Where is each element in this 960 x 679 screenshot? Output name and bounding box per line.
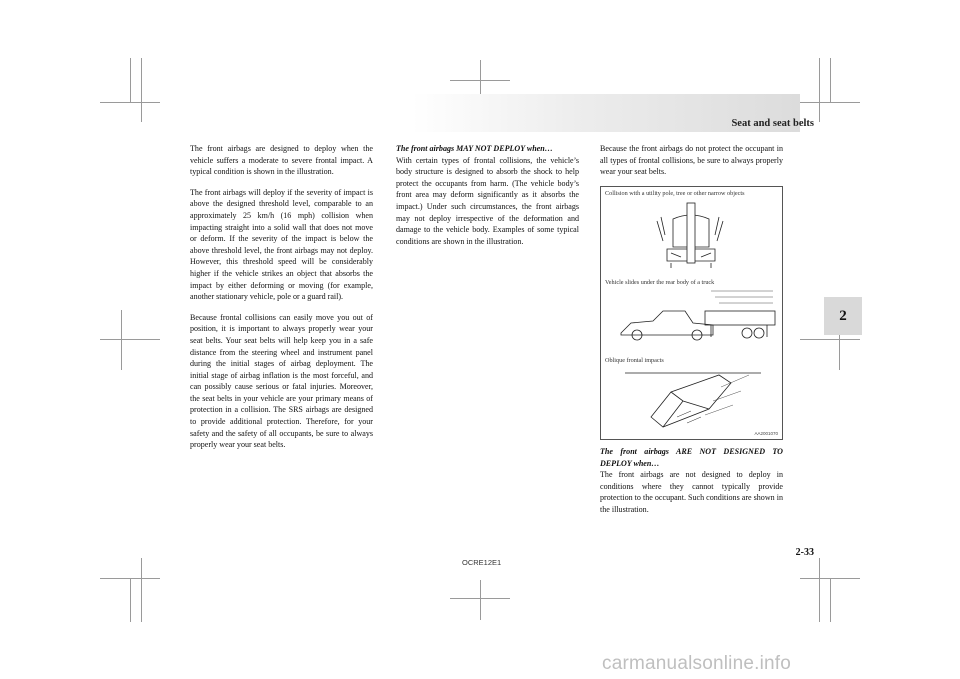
crop-mark (800, 102, 860, 103)
paragraph: With certain types of frontal collisions, the vehicle’s body structure is designed to absorb the shock to help protect the occupants from harm. (The vehicle body’s front area may deform significantly as it absorbs the impact.) Under such circumstances, the front airbags may not deploy irrespective of the deformation and damage to the vehicle body. Examples of some typical conditions are shown in the illustration. (396, 155, 579, 246)
section-title: Seat and seat belts (731, 118, 814, 129)
section-heading: The front airbags MAY NOT DEPLOY when… (396, 144, 553, 153)
crop-mark (100, 339, 160, 340)
section-heading: The front airbags ARE NOT DESIGNED TO DEPLOY when… (600, 447, 783, 468)
crop-mark (100, 102, 160, 103)
crop-mark (480, 580, 481, 620)
crop-mark (141, 558, 142, 622)
crop-mark (830, 578, 831, 622)
figure-caption: Oblique frontal impacts (605, 357, 664, 364)
paragraph: The front airbags will deploy if the severity of impact is above the designed threshold level, comparable to an approximately 25 km/h (16 mph) collision when impacting straight into a solid wall that does not move or deform. If the severity of the impact is below the above threshold level, the front airbags may not deploy. However, this threshold speed will be considerably higher if the vehicle strikes an object that absorbs the impact by either deforming or moving (for example, another stationary vehicle, pole or a guard rail). (190, 187, 373, 302)
column-1 (190, 143, 373, 460)
crop-mark (130, 578, 131, 622)
column-2 (396, 143, 579, 247)
crop-mark (819, 58, 820, 122)
document-code: OCRE12E1 (462, 558, 502, 567)
crop-mark (830, 58, 831, 102)
paragraph: Because frontal collisions can easily move you out of position, it is important to always properly wear your seat belts. Your seat belts will help keep you in a safe distance from the steering wheel and instrument panel during the initial stages of airbag deployment. The initial stage of airbag inflation is the most forceful, and can possibly cause serious or fatal injuries. Moreover, the seat belts in your vehicle are your primary means of protection in a collision. The SRS airbags are designed to provide additional protection. Therefore, for your safety and the safety of all occupants, be sure to always properly wear your seat belts. (190, 312, 373, 450)
illustration-drawing (601, 187, 784, 441)
chapter-tab: 2 (824, 297, 862, 335)
figure-caption: Vehicle slides under the rear body of a truck (605, 279, 715, 286)
figure-caption: Collision with a utility pole, tree or other narrow objects (605, 190, 745, 197)
crop-mark (130, 58, 131, 102)
crop-mark (141, 58, 142, 122)
paragraph: The front airbags are designed to deploy when the vehicle suffers a moderate to severe frontal impact. A typical condition is shown in the illustration. (190, 144, 373, 177)
page-number: 2-33 (795, 547, 814, 558)
column-3-intro (600, 143, 783, 187)
crop-mark (121, 310, 122, 370)
crop-mark (800, 339, 860, 340)
paragraph: The front airbags are not designed to deploy in conditions where they cannot typically provide protection to the occupant. Such conditions are shown in the illustration. (600, 470, 783, 514)
paragraph: Because the front airbags do not protect the occupant in all types of frontal collisions, be sure to always properly wear your seat belts. (600, 144, 783, 177)
column-3-lower (600, 446, 783, 516)
figure-code: AA2001070 (754, 431, 778, 436)
collision-illustration (600, 186, 783, 440)
watermark: carmanualsonline.info (602, 653, 792, 674)
crop-mark (819, 558, 820, 622)
